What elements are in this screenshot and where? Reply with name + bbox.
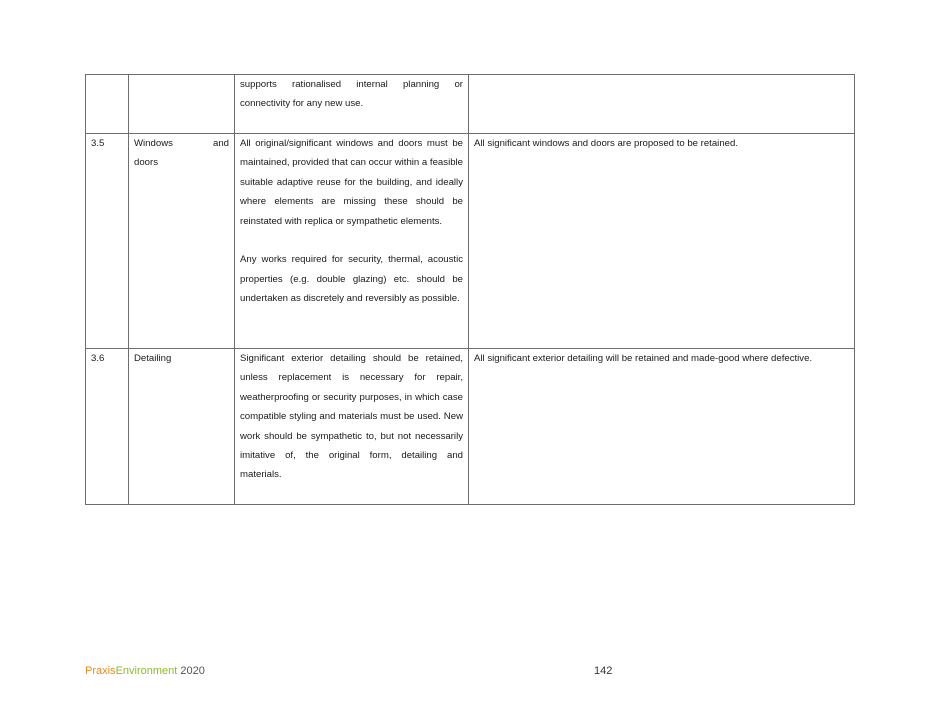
row-element-name-cell <box>129 134 235 349</box>
element-name-word: doors <box>134 157 158 169</box>
footer-year: 2020 <box>180 665 205 677</box>
row-response-cell <box>469 75 855 134</box>
row-element-name-cell: Detailing <box>129 349 235 505</box>
row-response-cell: All significant exterior detailing will be retained and made-good where defective. <box>469 349 855 505</box>
row-number-cell: 3.5 <box>86 134 129 349</box>
footer-brand <box>85 665 205 677</box>
row-guidance-cell <box>235 134 469 349</box>
table-row <box>86 134 855 349</box>
row-element-name-cell <box>129 75 235 134</box>
row-number-cell <box>86 75 129 134</box>
row-number-cell: 3.6 <box>86 349 129 505</box>
row-response-cell: All significant windows and doors are proposed to be retained. <box>469 134 855 349</box>
brand-environment-text: Environment <box>115 665 178 677</box>
guidance-paragraph: Significant exterior detailing should be retained, unless replacement is necessary for repair, weatherproofing or security purposes, in which case compatible styling and materials must be used. New work should be sympathetic to, but not necessarily imitative of, the original form, detailing and materials. <box>240 353 463 481</box>
row-guidance-cell <box>235 349 469 505</box>
guidance-paragraph: Any works required for security, thermal, acoustic properties (e.g. double glazing) etc. should be undertaken as discretely and reversibly as possible. <box>240 254 463 305</box>
brand-praxis-text: Praxis <box>85 665 116 677</box>
row-guidance-cell <box>235 75 469 134</box>
table-row <box>86 349 855 505</box>
paragraph-spacer <box>240 231 463 250</box>
heritage-guidelines-table <box>85 74 855 505</box>
guidance-paragraph: supports rationalised internal planning or connectivity for any new use. <box>240 79 463 110</box>
element-name-word: Windows <box>134 138 173 149</box>
guidance-paragraph: All original/significant windows and doors must be maintained, provided that can occur within a feasible suitable adaptive reuse for the building, and ideally where elements are missing these should be reinstated with replica or sympathetic elements. <box>240 138 463 227</box>
element-name-line <box>134 134 229 153</box>
table-row <box>86 75 855 134</box>
page-number: 142 <box>594 665 613 677</box>
element-name-word: and <box>212 138 229 149</box>
